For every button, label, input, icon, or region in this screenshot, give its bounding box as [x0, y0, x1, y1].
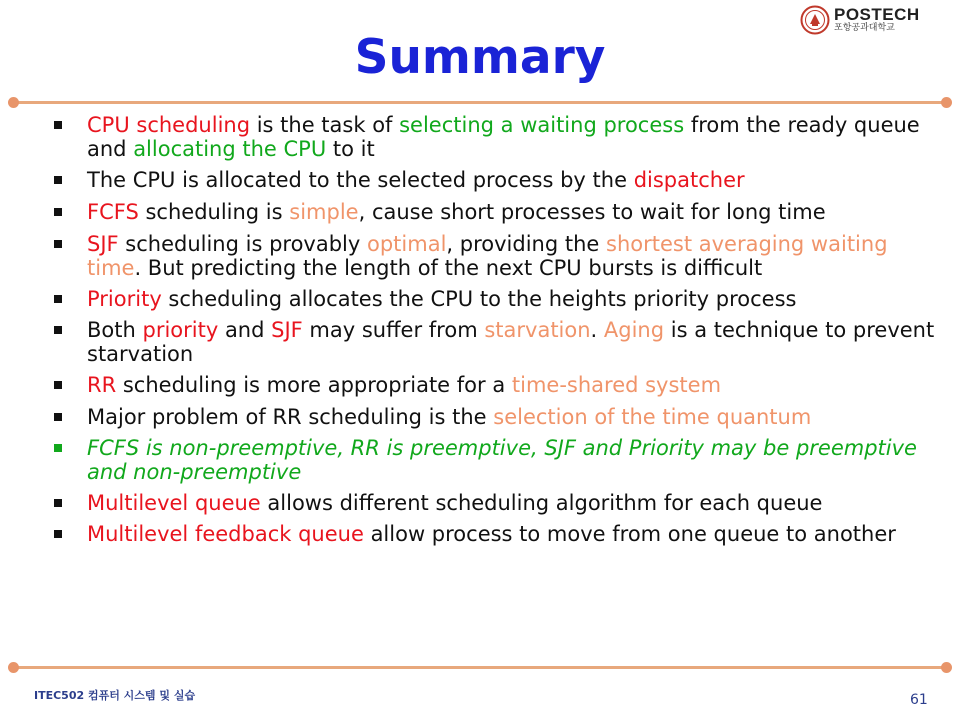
bullet-square-icon — [54, 499, 62, 507]
bullet-square-icon — [54, 326, 62, 334]
bullet-text-segment: selecting a waiting process — [399, 113, 685, 137]
bullet-item — [54, 522, 944, 546]
bullet-item — [54, 200, 944, 224]
bullet-text-segment: scheduling is provably — [118, 232, 367, 256]
bullet-text-segment: time-shared system — [511, 373, 722, 397]
bullet-text-segment: , providing the — [446, 232, 606, 256]
bullet-text-segment: Multilevel queue — [87, 491, 261, 515]
bullet-text-segment: Priority — [87, 287, 162, 311]
bullet-text-segment: The CPU is allocated to the selected process by the — [87, 168, 634, 192]
bullet-square-icon — [54, 240, 62, 248]
bottom-divider — [8, 662, 952, 674]
bullet-square-icon — [54, 444, 62, 452]
page-title: Summary — [354, 30, 606, 85]
bullet-text-segment: Multilevel feedback queue — [87, 522, 364, 546]
bullet-text-segment: . But predicting the length of the next CPU bursts is difficult — [134, 256, 763, 280]
bullet-item — [54, 436, 944, 484]
bullet-text-segment: is a technique to prevent starvation — [87, 318, 935, 366]
bullet-item — [54, 491, 944, 515]
bullet-text-segment: dispatcher — [633, 168, 745, 192]
bullet-item — [54, 113, 944, 161]
bullet-text-segment: priority — [142, 318, 219, 342]
bullet-square-icon — [54, 121, 62, 129]
bullet-square-icon — [54, 413, 62, 421]
bullet-text-segment: scheduling is — [138, 200, 290, 224]
bullet-text-segment: to it — [326, 137, 375, 161]
bullet-text-segment: allocating the CPU — [133, 137, 327, 161]
bullet-square-icon — [54, 381, 62, 389]
bullet-text-segment: Major problem of RR scheduling is the — [87, 405, 494, 429]
logo-subtitle: 포항공과대학교 — [834, 23, 895, 33]
bullet-text-segment: SJF — [271, 318, 303, 342]
bullet-square-icon — [54, 295, 62, 303]
bullet-text-segment: CPU scheduling — [87, 113, 251, 137]
bullet-text-segment: may suffer from — [302, 318, 485, 342]
page-number: 61 — [910, 692, 928, 708]
bullet-text-segment: shortest averaging waiting time — [87, 232, 888, 280]
bullet-text-segment: . — [590, 318, 604, 342]
bullet-text-segment: simple — [289, 200, 359, 224]
bullet-text-segment: SJF — [87, 232, 119, 256]
bullet-square-icon — [54, 208, 62, 216]
top-divider — [8, 97, 952, 109]
bullet-text-segment: Aging — [603, 318, 665, 342]
bullet-item — [54, 287, 944, 311]
bullet-text-segment: from the ready queue and — [87, 113, 920, 161]
bullet-item — [54, 373, 944, 397]
bullet-item — [54, 318, 944, 366]
bullet-text-segment: FCFS — [87, 200, 139, 224]
bullet-text-segment: and — [218, 318, 272, 342]
bullet-list — [54, 113, 944, 546]
course-footer: ITEC502 컴퓨터 시스템 및 실습 — [34, 689, 196, 702]
bullet-item — [54, 232, 944, 280]
bullet-item — [54, 168, 944, 192]
bullet-text-segment: starvation — [484, 318, 591, 342]
bullet-text-segment: FCFS is non-preemptive, RR is preemptive, SJF and Priority may be preemptive and non-preemptive — [87, 436, 917, 484]
bullet-text-segment: RR — [87, 373, 117, 397]
bullet-text-segment: optimal — [367, 232, 447, 256]
bullet-text-segment: is the task of — [250, 113, 400, 137]
bullet-text-segment: allows different scheduling algorithm for each queue — [260, 491, 823, 515]
bullet-text-segment: scheduling is more appropriate for a — [116, 373, 512, 397]
bullet-text-segment: selection of the time quantum — [493, 405, 812, 429]
bullet-text-segment: Both — [87, 318, 143, 342]
bullet-text-segment: scheduling allocates the CPU to the heights priority process — [161, 287, 797, 311]
logo-name: POSTECH — [834, 5, 920, 24]
bullet-square-icon — [54, 530, 62, 538]
bullet-square-icon — [54, 176, 62, 184]
bullet-item — [54, 405, 944, 429]
bullet-text-segment: , cause short processes to wait for long time — [358, 200, 826, 224]
bullet-text-segment: allow process to move from one queue to another — [363, 522, 896, 546]
